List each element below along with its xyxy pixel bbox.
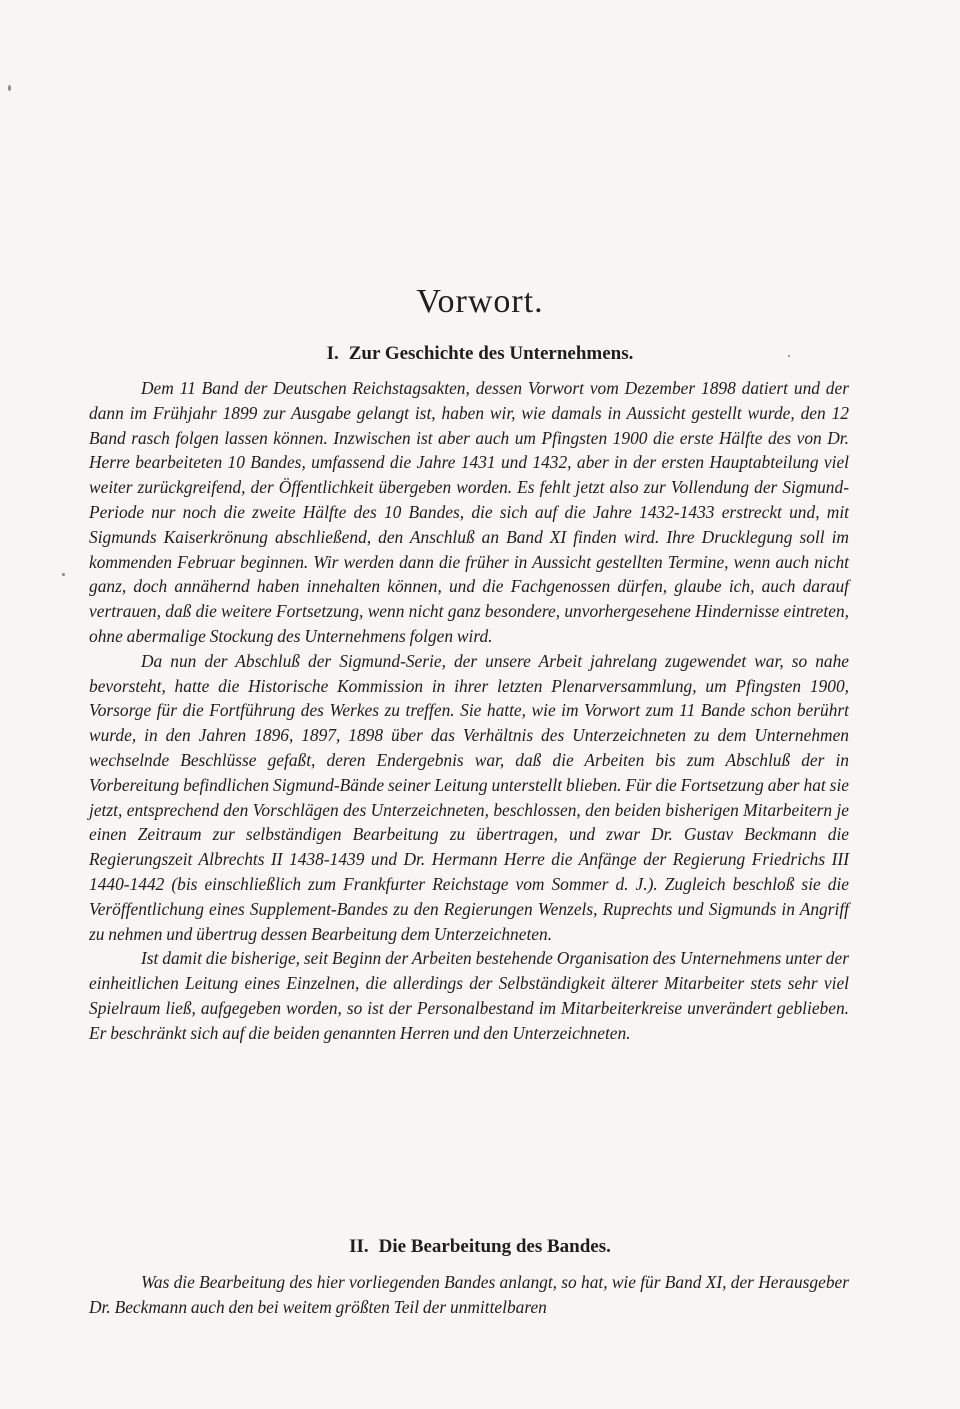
section-2-heading [0, 1236, 960, 1258]
margin-speck [788, 355, 790, 357]
section-2-title: Die Bearbeitung des Bandes. [378, 1236, 611, 1257]
paragraph: Ist damit die bisherige, seit Beginn der Arbeiten bestehende Organisation des Unternehmens unter der einheitlichen Leitung eines Einzelnen, die allerdings der Selbständigkeit älterer Mitarbeiter stets sehr viel Spielraum ließ, aufgegeben worden, so ist der Personalbestand im Mitarbeiterkreise unverändert geblieben. Er beschränkt sich auf die beiden genannten Herren und den Unterzeichneten. [89, 948, 849, 1043]
paragraph: Dem 11 Band der Deutschen Reichstagsakten, dessen Vorwort vom Dezember 1898 datiert und der dann im Frühjahr 1899 zur Ausgabe gelangt ist, haben wir, wie damals in Aussicht gestellt wurde, den 12 Band rasch folgen lassen können. Inzwischen ist aber auch um Pfingsten 1900 die erste Hälfte des von Dr. Herre bearbeiteten 10 Bandes, umfassend die Jahre 1431 und 1432, aber in der ersten Hauptabteilung viel weiter zurückgreifend, der Öffentlichkeit übergeben worden. Es fehlt jetzt also zur Vollendung der Sigmund-Periode nur noch die zweite Hälfte des 10 Bandes, die sich auf die Jahre 1432-1433 erstreckt und, mit Sigmunds Kaiserkrönung abschließend, den Anschluß an Band XI finden wird. Ihre Drucklegung soll im kommenden Februar beginnen. Wir werden dann die früher in Aussicht gestellten Termine, wenn auch nicht ganz, doch annähernd haben innehalten können, und die Fachgenossen dürfen, glaube ich, auch darauf vertrauen, daß die weitere Fortsetzung, wenn nicht ganz besondere, unvorhergesehene Hindernisse eintreten, ohne abermalige Stockung des Unternehmens folgen wird. [89, 378, 849, 646]
section-1-heading [0, 343, 960, 365]
section-2-body [89, 1270, 849, 1320]
paragraph: Da nun der Abschluß der Sigmund-Serie, der unsere Arbeit jahrelang zugewendet war, so nahe bevorsteht, hatte die Historische Kommission in ihrer letzten Plenarversammlung, um Pfingsten 1900, Vorsorge für die Fortführung des Werkes zu treffen. Sie hatte, wie im Vorwort zum 11 Bande schon berührt wurde, in den Jahren 1896, 1897, 1898 über das Verhältnis des Unterzeichneten zu dem Unternehmen wechselnde Beschlüsse gefaßt, deren Endergebnis war, daß die Arbeiten bis zum Abschluß der in Vorbereitung befindlichen Sigmund-Bände seiner Leitung unterstellt blieben. Für die Fortsetzung aber hat sie jetzt, entsprechend den Vorschlägen des Unterzeichneten, beschlossen, den beiden bisherigen Mitarbeitern je einen Zeitraum zur selbständigen Bearbeitung zu übertragen, und zwar Dr. Gustav Beckmann die Regierungszeit Albrechts II 1438-1439 und Dr. Hermann Herre die Anfänge der Regierung Friedrichs III 1440-1442 (bis einschließlich zum Frankfurter Reichstage vom Sommer d. J.). Zugleich beschloß sie die Veröffentlichung eines Supplement-Bandes zu den Regierungen Wenzels, Ruprechts und Sigmunds in Angriff zu nehmen und übertrug dessen Bearbeitung dem Unterzeichneten. [89, 650, 849, 944]
section-1-title: Zur Geschichte des Unternehmens. [348, 343, 634, 364]
margin-speck [62, 573, 65, 576]
section-1-body [89, 376, 849, 1046]
paragraph: Was die Bearbeitung des hier vorliegenden Bandes anlangt, so hat, wie für Band XI, der Herausgeber Dr. Beckmann auch den bei weitem größten Teil der unmittelbaren [89, 1272, 849, 1317]
section-1-number: I. [326, 343, 339, 364]
margin-speck [8, 85, 11, 91]
page-title: Vorwort. [416, 283, 544, 320]
section-2-number: II. [349, 1236, 369, 1257]
